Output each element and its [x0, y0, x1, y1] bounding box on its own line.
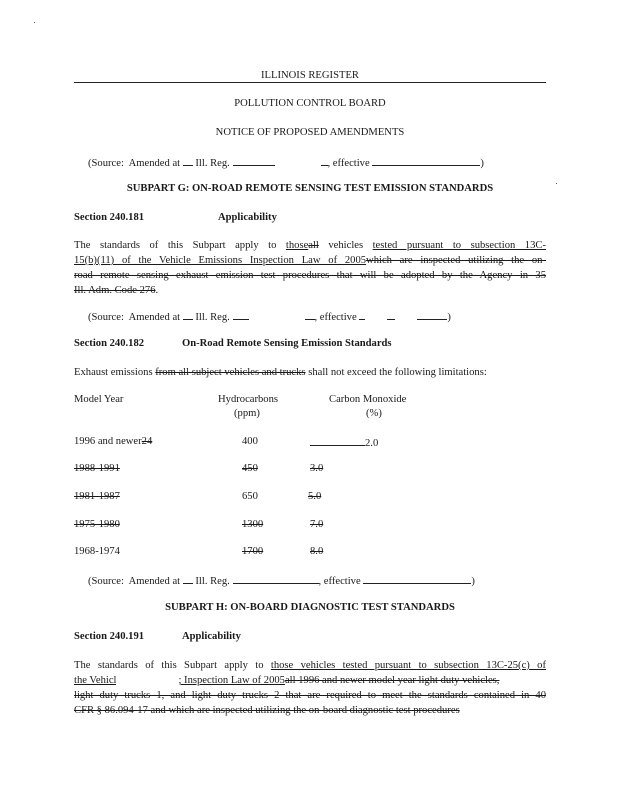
- register-heading: ILLINOIS REGISTER: [261, 70, 359, 81]
- table-row-co: 8.0: [310, 546, 324, 557]
- table-row-hc: 450: [242, 463, 258, 474]
- table-row-hc: 400: [242, 436, 258, 447]
- section-191-title: Applicability: [182, 631, 241, 642]
- subpart-h-title: SUBPART H: ON-BOARD DIAGNOSTIC TEST STANDARDS: [165, 602, 455, 613]
- scan-speck: [34, 22, 35, 23]
- table-row-year: 1975-1980: [74, 519, 120, 530]
- section-191-number: Section 240.191: [74, 631, 145, 642]
- table-row-year: 1981-1987: [74, 491, 120, 502]
- table-row-hc: 1700: [242, 546, 264, 557]
- section-181-paragraph: The standards of this Subpart apply to thoseall vehicles tested pursuant to subsection 13C- 15(b)(11) of the Vehicle Emissions Inspection Law of 2005which are inspected utilizing the on- road remote sensing exhaust emission test procedures that will be adopted by the Agency in 35 Ill. Adm. Code 276.: [74, 240, 546, 296]
- col-header-model-year: Model Year: [74, 394, 124, 405]
- section-182-title: On-Road Remote Sensing Emission Standards: [182, 338, 392, 349]
- table-row-co: 2.0: [310, 436, 378, 449]
- table-row-year: 1996 and newer24: [74, 436, 153, 447]
- table-row-co: 3.0: [310, 463, 324, 474]
- section-182-number: Section 240.182: [74, 338, 145, 349]
- section-191-paragraph: The standards of this Subpart apply to those vehicles tested pursuant to subsection 13C-25(c) of the Vehicl ; Inspection Law of 2005all 1996 and newer model year light duty vehicles, light duty trucks 1, and light duty trucks 2 that are required to meet the standards contained in 40 CFR § 86.094-17 and which are inspected utilizing the on-board diagnostic test procedures: [74, 660, 546, 716]
- col-header-carbon-monoxide: Carbon Monoxide: [329, 394, 407, 405]
- section-182-paragraph: Exhaust emissions from all subject vehicles and trucks shall not exceed the following limitations:: [74, 367, 487, 378]
- table-row-hc: 650: [242, 491, 258, 502]
- source-citation-2: (Source: Amended at Ill. Reg. , effective ): [88, 312, 451, 323]
- col-header-hydrocarbons: Hydrocarbons: [218, 394, 279, 405]
- source-citation-3: (Source: Amended at Ill. Reg. , effective ): [88, 576, 475, 587]
- table-row-co: 7.0: [310, 519, 324, 530]
- col-header-co-unit: (%): [366, 408, 382, 419]
- board-heading: POLLUTION CONTROL BOARD: [234, 98, 386, 109]
- scan-speck: [556, 183, 557, 184]
- col-header-hc-unit: (ppm): [234, 408, 260, 419]
- table-row-hc: 1300: [242, 519, 264, 530]
- subpart-g-title: SUBPART G: ON-ROAD REMOTE SENSING TEST EMISSION STANDARDS: [126, 183, 494, 194]
- table-row-co: 5.0: [308, 491, 322, 502]
- section-181-title: Applicability: [218, 212, 277, 223]
- table-row-year: 1968-1974: [74, 546, 120, 557]
- table-row-year: 1988-1991: [74, 463, 120, 474]
- source-citation-1: (Source: Amended at Ill. Reg. , effective ): [88, 158, 484, 169]
- section-181-number: Section 240.181: [74, 212, 145, 223]
- header-rule: [74, 82, 546, 83]
- notice-heading: NOTICE OF PROPOSED AMENDMENTS: [215, 127, 405, 138]
